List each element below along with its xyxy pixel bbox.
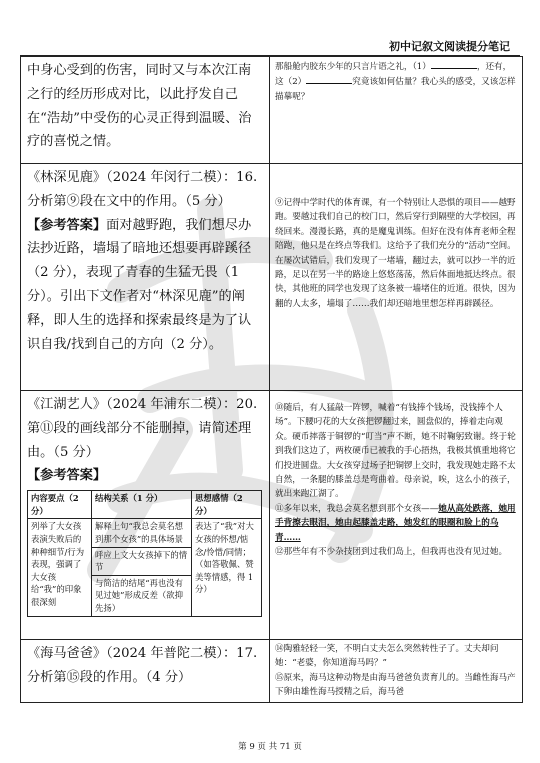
- answer-label: 【参考答案】: [27, 217, 107, 233]
- table-row: [21, 391, 523, 640]
- right-cell: [270, 640, 523, 703]
- question-text: 《海马爸爸》（2024 年普陀二模）：17. 分析第⑮段的作用。（4 分）: [27, 646, 258, 685]
- left-cell: [21, 391, 270, 640]
- table-row: [21, 57, 523, 164]
- passage-paragraph-10: ⑩随后，有人猛敲一阵锣，喊着“有钱捧个钱场，没钱捧个人场”。下腰叼花的大女孩把锣翻过来，圆盘似的，捧着走向观众。硬币摔落于铜锣的“叮当”声不断，她不时鞠躬致谢。终于轮到我们这边了，两枚硬币已被我的手心捂热，我极其慎重地将它们投进圆盘。大女孩穿过场子把铜锣上交时，我发现她走路不太自然，一条腿的膝盖总是弯曲着。母亲说，唉，这么小的孩子，就出来跑江湖了。: [275, 403, 516, 500]
- answer-table: [27, 490, 262, 616]
- passage-paragraph-14: ⑭陶雅轻轻一笑，不明白丈夫怎么突然转性子了。丈夫却问她：“老婆，你知道海马吗？”: [275, 644, 499, 669]
- answer-label: 【参考答案】: [27, 468, 107, 484]
- page-header-title: 初中记叙文阅读提分笔记: [389, 40, 510, 53]
- header-cell: 思想感情（2 分）: [192, 491, 262, 519]
- answer-text: 面对越野跑，我们想尽办法抄近路，墙塌了暗地还想要再辟蹊径（2 分），表现了青春的生猛无畏（1 分）。引出下文作者对“林深见鹿”的阐释，即人生的选择和探索最终是为了认识自我/找到自己的方向（2 分）。: [27, 217, 252, 352]
- passage-paragraph-12: ⑫那些年有不少杂技团到过我们岛上，但我再也没有见过她。: [275, 547, 508, 558]
- passage-text: ⑨记得中学时代的体育课，有一个特别让人恐惧的项目——越野跑。要越过我们自己的校门口，然后穿行到隔壁的大学校园，再绕回来。漫漫长路，真的是魔鬼训练。但好在没有体育老师全程陪跑，他只是在终点等我们。这给予了我们充分的“活动”空间。在屡次试错后，我们发现了一堵墙，翻过去，就可以抄一半的近路，足以在另一半的路途上悠悠荡荡，然后体面地抵达终点。很快，其他班的同学也发现了这条被一墙堵住的近道。很快，因为翻的人太多，墙塌了……我们却还暗地里想怎样再辟蹊径。: [275, 198, 516, 309]
- table-row: [21, 640, 523, 703]
- structure-cell: 呼应上文大女孩掉下的情节: [92, 547, 192, 575]
- right-cell: [270, 57, 523, 164]
- right-cell: [270, 164, 523, 391]
- passage-paragraph-15: ⑮原来，海马这种动物是由海马爸爸负责育儿的。当雌性海马产下卵由雄性海马授精之后，海马爸: [275, 672, 516, 698]
- notes-table: [20, 56, 523, 703]
- answer-blank-1: [431, 59, 477, 69]
- left-cell: [21, 164, 270, 391]
- table-row: [21, 164, 523, 391]
- emotion-cell: 表达了“我”对大女孩的怀想/惦念/怜惜/同情；（如答敬佩、赞美等情感，得 1 分）: [192, 519, 262, 616]
- passage-text: 那船舱内胶东少年的只言片语之礼，（1） ，还有，这（2） 究竟该如何估量？我心头的感受，又该怎样描摹呢？: [275, 59, 517, 104]
- page-footer: 第 9 页 共 71 页: [238, 742, 302, 752]
- left-cell: [21, 57, 270, 164]
- structure-cell: 与简洁的结尾“再也没有见过她”形成反差（欲抑先扬）: [92, 575, 192, 616]
- question-text: 《江湖艺人》（2024 年浦东二模）：20. 第⑪段的画线部分不能删掉，请简述理由。（5 分）: [27, 397, 258, 460]
- answer-blank-2: [306, 74, 352, 84]
- answer-table-header: [28, 491, 262, 519]
- answer-table-row: [28, 519, 262, 547]
- right-cell: [270, 391, 523, 640]
- left-cell: [21, 640, 270, 703]
- underlined-text: 她从高处跌落，她用手背擦去眼泪，她由起膝盖走路，她发红的眼圈和脸上的乌青……: [275, 503, 516, 543]
- content-points-cell: 列举了大女孩表演失败后的种种细节/行为表现，强调了大女孩给“我”的印象很深刻: [28, 519, 92, 616]
- header-cell: 内容要点（2 分）: [28, 491, 92, 519]
- question-text: 《林深见鹿》（2024 年闵行二模）：16. 分析第⑨段在文中的作用。（5 分）: [27, 170, 258, 209]
- left-text: 中身心受到的伤害，同时又与本次江南之行的经历形成对比，以此抒发自己在“浩劫”中受伤的心灵正得到温暖、治疗的喜悦之情。: [27, 63, 252, 150]
- structure-cell: 解释上句“我总会莫名想到那个女孩”的具体场景: [92, 519, 192, 547]
- answer-block: [27, 214, 263, 357]
- header-cell: 结构关系（1 分）: [92, 491, 192, 519]
- passage-paragraph-11: ⑪多年以来，我总会莫名想到那个女孩——她从高处跌落，她用手背擦去眼泪，她由起膝盖走路，她发红的眼圈和脸上的乌青……: [275, 503, 516, 543]
